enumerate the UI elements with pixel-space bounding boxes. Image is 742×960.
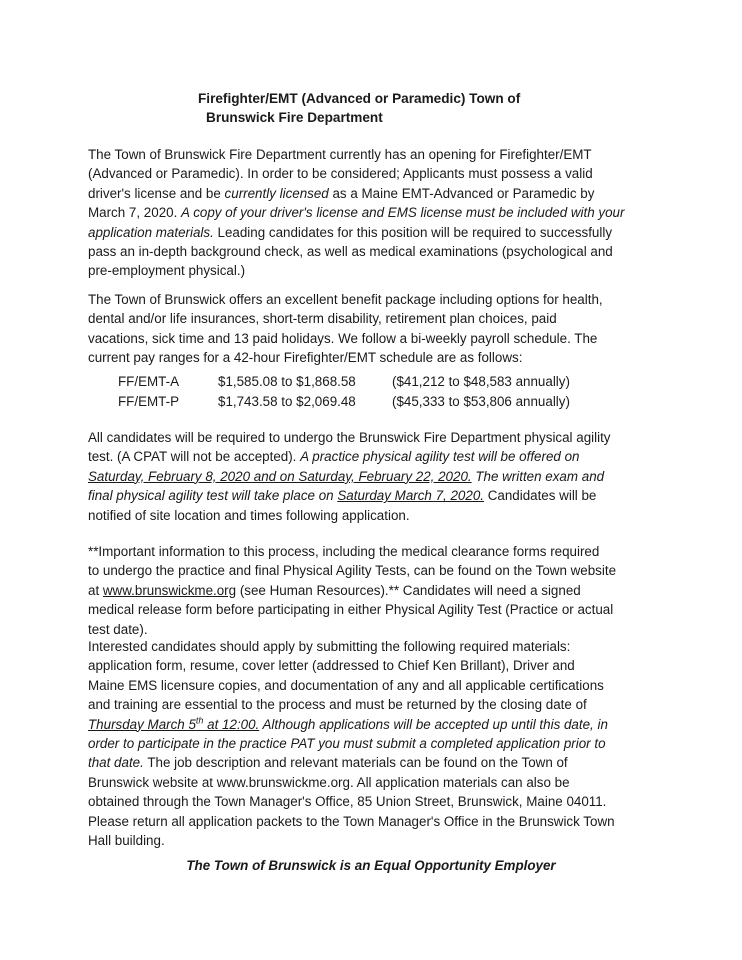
text-line — [88, 715, 648, 734]
text-line: application form, resume, cover letter (addressed to Chief Ken Brillant), Driver and — [88, 658, 575, 674]
pay-row-emt-a — [0, 372, 742, 392]
text-line: Maine EMS licensure copies, and documentation of any and all applicable certifications — [88, 677, 604, 693]
pay-annual: ($41,212 to $48,583 annually) — [392, 374, 570, 389]
text-line: Hall building. — [88, 833, 165, 849]
text-line: order to participate in the practice PAT you must submit a completed application prior to — [88, 736, 606, 752]
pay-range: $1,585.08 to $1,868.58 — [218, 374, 356, 389]
text-line: and training are essential to the process and must be returned by the closing date of — [88, 697, 587, 713]
equal-opportunity-footer: The Town of Brunswick is an Equal Opportunity Employer — [186, 858, 556, 873]
emphasis: Although applications will be accepted up until this date, in — [259, 716, 608, 732]
title-line-1: Firefighter/EMT (Advanced or Paramedic) Town of — [198, 91, 521, 106]
text-line: Interested candidates should apply by submitting the following required materials: — [88, 639, 571, 654]
title-line-2: Brunswick Fire Department — [206, 110, 383, 125]
text-line: final physical agility test will take place on Saturday March 7, 2020. Candidates will be — [88, 488, 597, 504]
text-line: March 7, 2020. A copy of your driver's license and EMS license must be included with your — [88, 205, 625, 221]
emphasis: final physical agility test will take place on — [88, 488, 338, 504]
text-line: that date. The job description and relevant materials can be found on the Town of — [88, 755, 568, 771]
text-line: The Town of Brunswick offers an excellent benefit package including options for health, — [88, 292, 603, 307]
text-line: All candidates will be required to undergo the Brunswick Fire Department physical agility — [88, 430, 611, 445]
emphasis: The written exam and — [471, 468, 605, 484]
emphasis-underlined: Saturday March 7, 2020. — [337, 488, 484, 504]
text-line: driver's license and be currently licensed as a Maine EMT-Advanced or Paramedic by — [88, 185, 595, 201]
pay-grade: FF/EMT-P — [118, 394, 179, 409]
text-line: pre-employment physical.) — [88, 263, 246, 279]
text-line: vacations, sick time and 13 paid holidays. We follow a bi-weekly payroll schedule. The — [88, 330, 598, 346]
intro-paragraph — [88, 145, 648, 281]
text-line: The Town of Brunswick Fire Department currently has an opening for Firefighter/EMT — [88, 147, 592, 162]
text-line: Brunswick website at www.brunswickme.org. All application materials can also be — [88, 774, 570, 790]
text-line: test date). — [88, 621, 148, 637]
text-line: at www.brunswickme.org (see Human Resources).** Candidates will need a signed — [88, 582, 581, 598]
text-line: current pay ranges for a 42-hour Firefighter/EMT schedule are as follows: — [88, 350, 523, 366]
emphasis-underlined: Saturday, February 8, 2020 and on Saturday, February 22, 2020. — [88, 468, 472, 484]
emphasis: that date. — [88, 755, 144, 771]
pay-range: $1,743.58 to $2,069.48 — [218, 394, 356, 409]
text-line: (Advanced or Paramedic). In order to be considered; Applicants must possess a valid — [88, 166, 593, 182]
text-line: obtained through the Town Manager's Office, 85 Union Street, Brunswick, Maine 04011. — [88, 794, 607, 810]
website-link[interactable]: www.brunswickme.org — [102, 582, 237, 598]
agility-paragraph — [88, 428, 648, 525]
pay-grade: FF/EMT-A — [118, 374, 179, 389]
pay-annual: ($45,333 to $53,806 annually) — [392, 394, 570, 409]
application-paragraph — [88, 637, 648, 850]
emphasis: A copy of your driver's license and EMS license must be included with your — [181, 205, 625, 221]
text-line: pass an in-depth background check, as well as medical examinations (psychological and — [88, 244, 613, 260]
text-line: notified of site location and times following application. — [88, 507, 410, 523]
closing-date: Thursday March 5th at 12:00. — [88, 715, 260, 732]
text-line: **Important information to this process, including the medical clearance forms required — [88, 544, 600, 559]
pay-row-emt-p — [0, 392, 742, 412]
text-line: test. (A CPAT will not be accepted). A practice physical agility test will be offered on — [88, 449, 580, 465]
text-line: Please return all application packets to the Town Manager's Office in the Brunswick Town — [88, 813, 615, 829]
text-line: medical release form before participating in either Physical Agility Test (Practice or actual — [88, 602, 614, 618]
important-info-paragraph — [88, 542, 648, 639]
emphasis: currently licensed — [224, 185, 329, 201]
text-line: dental and/or life insurances, short-term disability, retirement plan choices, paid — [88, 311, 557, 327]
document-title — [198, 89, 520, 127]
text-line: to undergo the practice and final Physical Agility Tests, can be found on the Town website — [88, 563, 617, 579]
emphasis: application materials. — [88, 224, 214, 240]
text-line: application materials. Leading candidates for this position will be required to successfully — [88, 224, 613, 240]
text-line — [88, 467, 648, 486]
emphasis: A practice physical agility test will be offered on — [300, 449, 580, 465]
benefits-paragraph — [88, 290, 648, 368]
